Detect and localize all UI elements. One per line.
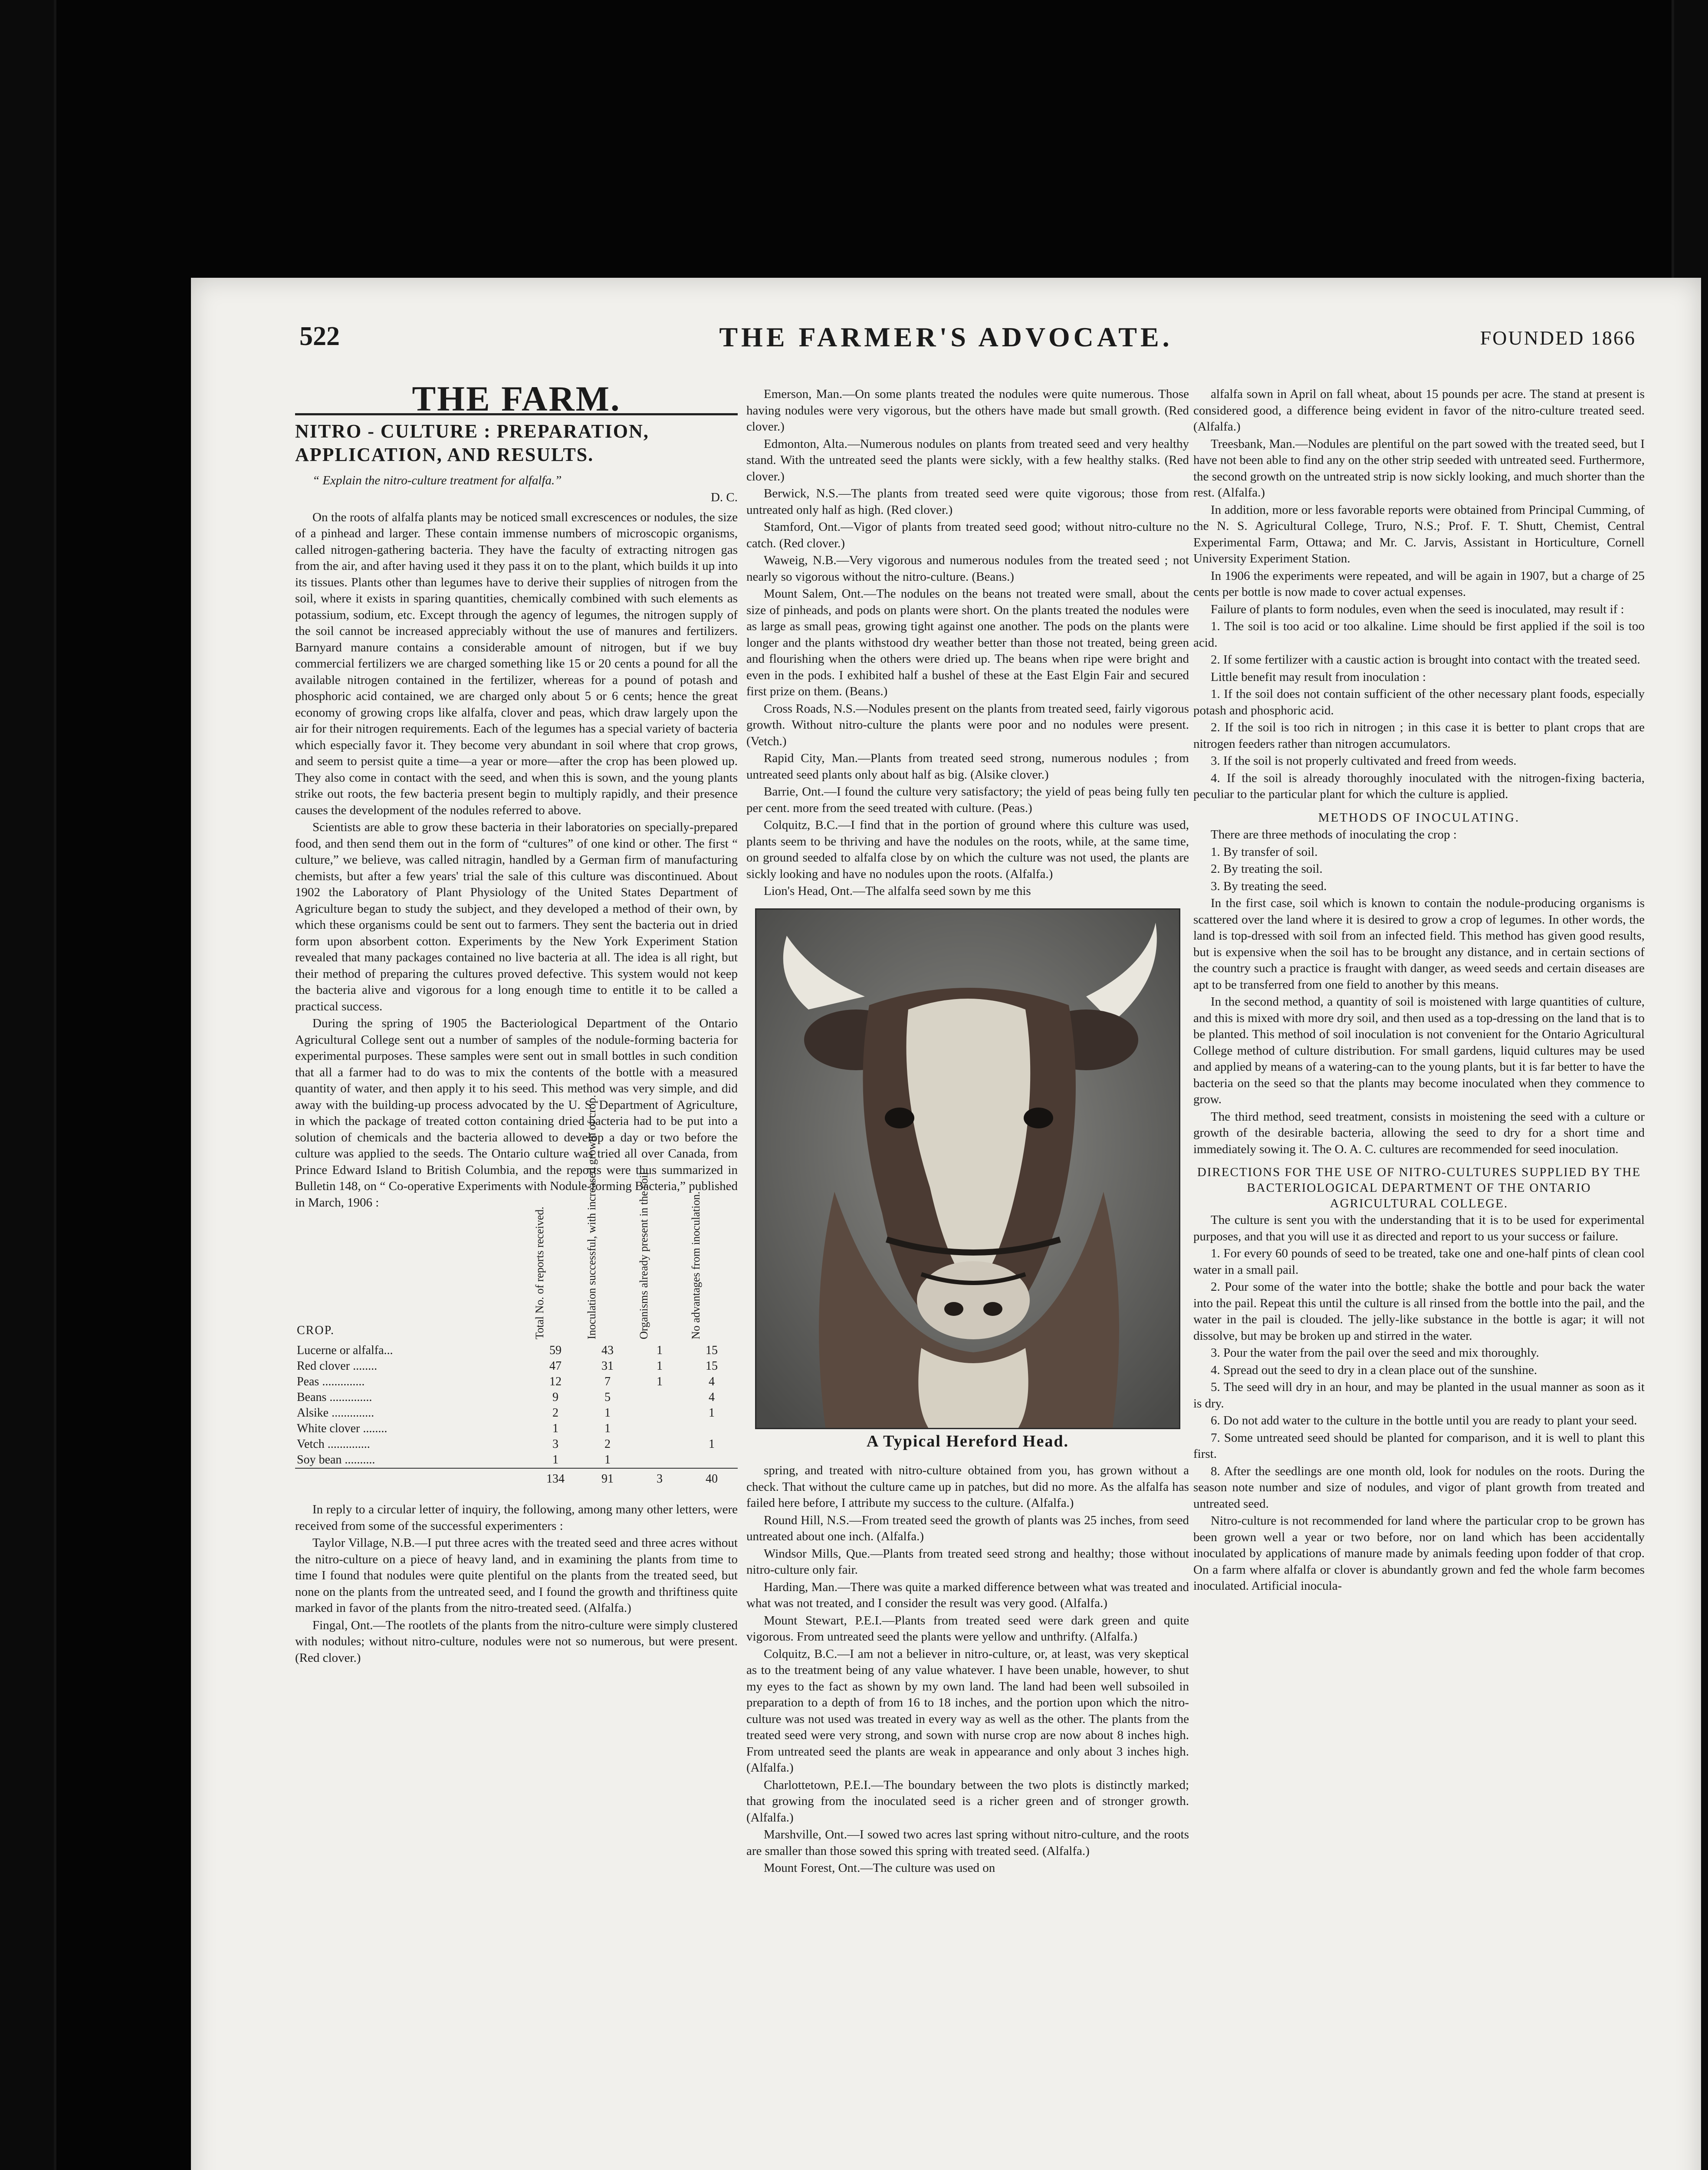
body-paragraph: 2. By treating the soil. — [1211, 862, 1323, 876]
table-row — [295, 1358, 738, 1374]
table-header: Inoculation successful, with increased growth of crop. — [585, 1095, 598, 1339]
body-paragraph: 2. Pour some of the water into the bottle; shake the bottle and pour back the water into the pail. Repeat this until the culture is all rinsed from the bottle into the pail, and the water in the pail is clouded. The jelly-like substance in the bottle is agar; it will not dissolve, but may be broken up and stirred in the water. — [1193, 1280, 1645, 1343]
crop-cell: Lucerne or alfalfa... — [297, 1344, 393, 1357]
body-paragraph: 2. If the soil is too rich in nitrogen ; in this case it is better to plant crops that are nitrogen feeders rather than nitrogen accumulators. — [1193, 720, 1645, 751]
crop-cell: Soy bean .......... — [297, 1453, 375, 1466]
value-cell: 1 — [657, 1359, 663, 1373]
founded-label: FOUNDED 1866 — [1480, 327, 1636, 349]
column-middle — [746, 386, 1189, 2170]
body-paragraph: There are three methods of inoculating the crop : — [1211, 828, 1457, 842]
body-paragraph: 1. For every 60 pounds of seed to be treated, take one and one-half pints of clean cool water in a small pail. — [1193, 1246, 1645, 1277]
section-head: THE FARM. — [412, 386, 621, 418]
table-header: Organisms already present in the soil. — [637, 1169, 650, 1339]
query-signature: D. C. — [710, 490, 738, 504]
body-paragraph: 1. If the soil does not contain sufficient of the other necessary plant foods, especially potash and phosphoric acid. — [1193, 687, 1645, 717]
table-row — [295, 1390, 738, 1405]
body-paragraph: In reply to a circular letter of inquiry, the following, among many other letters, were received from some of the successful experimenters : — [295, 1503, 738, 1533]
table-row — [295, 1343, 738, 1358]
body-paragraph: 1. The soil is too acid or too alkaline. Lime should be first applied if the soil is too acid. — [1193, 619, 1645, 650]
value-cell: 47 — [549, 1359, 562, 1373]
body-paragraph: 2. If some fertilizer with a caustic action is brought into contact with the treated seed. — [1211, 653, 1640, 667]
body-paragraph: alfalfa sown in April on fall wheat, about 15 pounds per acre. The stand at present is considered good, a difference being evident in favor of the nitro-culture treated seed. (Alfalfa.) — [1193, 387, 1645, 434]
letter-paragraph: Mount Salem, Ont.—The nodules on the beans not treated were small, about the size of pinheads, and pods on plants were short. On the plants treated the nodules were as large as small peas, growing tight against one another. The pods on the plants were longer and the plants withstood dry weather better than those not treated, being green and flourishing when the others were dried up. The beans when ripe were bright and even in the pods. I exhibited half a bushel of these at the East Elgin Fair and secured first prize on them. (Beans.) — [746, 587, 1189, 698]
letter-paragraph: Berwick, N.S.—The plants from treated seed were quite vigorous; those from untreated only half as high. (Red clover.) — [746, 487, 1189, 517]
letter-paragraph: Mount Stewart, P.E.I.—Plants from treated seed were dark green and quite vigorous. From untreated seed the plants were yellow and unthrifty. (Alfalfa.) — [746, 1613, 1189, 1644]
letter-paragraph: Barrie, Ont.—I found the culture very satisfactory; the yield of peas being fully ten per cent. more from the seed treated with culture. (Peas.) — [746, 785, 1189, 815]
photo-caption: A Typical Hereford Head. — [867, 1432, 1069, 1450]
value-cell — [634, 1421, 686, 1437]
newspaper-page — [191, 278, 1701, 2170]
letter-paragraph: Mount Forest, Ont.—The culture was used on — [764, 1861, 995, 1875]
body-paragraph: 3. If the soil is not properly cultivated and freed from weeds. — [1211, 754, 1517, 768]
letter-paragraph: spring, and treated with nitro-culture obtained from you, has grown without a check. That without the culture came up in patches, but did no more. As the alfalfa has failed here before, I attribute my success to the culture. (Alfalfa.) — [746, 1463, 1189, 1510]
value-cell: 7 — [604, 1375, 611, 1388]
value-cell: 1 — [604, 1406, 611, 1420]
body-paragraph: The third method, seed treatment, consists in moistening the seed with a culture or growth of the desirable bacteria, allowing the seed to dry for a short time and immediately sowing it. The O. A. C. cultures are recommended for seed inoculation. — [1193, 1109, 1645, 1156]
letter-paragraph: Lion's Head, Ont.—The alfalfa seed sown by me this — [764, 884, 1031, 898]
table-body — [295, 1343, 738, 1487]
letter-paragraph: Round Hill, N.S.—From treated seed the growth of plants was 25 inches, from seed untreated about one inch. (Alfalfa.) — [746, 1513, 1189, 1543]
letter-paragraph: Colquitz, B.C.—I find that in the portion of ground where this culture was used, plants seem to be thriving and have the nodules on the roots, while, at the same time, on ground seeded to alfalfa close by on which the culture was not used, the plants are sickly looking and have no nodules upon the roots. (Alfalfa.) — [746, 818, 1189, 881]
value-cell: 43 — [601, 1344, 614, 1357]
letter-paragraph: Edmonton, Alta.—Numerous nodules on plants from treated seed and very healthy stand. With the untreated seed the plants were sickly, with a few healthy stalks. (Red clover.) — [746, 437, 1189, 483]
film-border-left — [0, 0, 56, 2170]
body-paragraph: Fingal, Ont.—The rootlets of the plants from the nitro-culture were simply clustered with nodules; without nitro-culture, nodules were not so numerous, but were present. (Red clover.) — [295, 1618, 738, 1665]
value-cell: 1 — [552, 1453, 558, 1466]
crop-cell: Peas .............. — [297, 1375, 365, 1388]
letter-paragraph: Charlottetown, P.E.I.—The boundary between the two plots is distinctly marked; that growing from the inoculated seed is a richer green and of stronger growth. (Alfalfa.) — [746, 1778, 1189, 1825]
letter-paragraph: Emerson, Man.—On some plants treated the nodules were quite numerous. Those having nodules were very vigorous, but the others have made but small growth. (Red clover.) — [746, 387, 1189, 434]
masthead — [191, 321, 1701, 373]
body-paragraph: On the roots of alfalfa plants may be noticed small excrescences or nodules, the size of a pinhead and larger. These contain immense numbers of microscopic organisms, called nitrogen-gathering bacteria. They have the faculty of extracting nitrogen gas from the air, and after having used it they pass it on to the plant, which builds it up into its tissues. Plants other than legumes have to derive their supplies of nitrogen from the soil, where it exists in sparing quantities, chemically combined with such elements as potassium, sodium, etc. Except through the agency of legumes, the nitrogen supply of the soil cannot be increased appreciably without the use of manures and fertilizers. Barnyard manure contains a considerable amount of nitrogen, but if we buy commercial fertilizers we are charged something like 15 or 20 cents a pound for all the available nitrogen contained in the fertilizer, whereas for a pound of potash and phosphoric acid contained, we are charged only about 5 or 6 cents; hence the great economy of growing crops like alfalfa, clover and peas, which draw largely upon the air for their nitrogen requirements. Each of the legumes has a special variety of bacteria which especially favor it. They become very abundant in soil where that crop grows, and seem to persist quite a time—a year or more—after the crop has been plowed up. They also come in contact with the seed, and when this is sown, and the young plants strike out roots, the few bacteria present begin to multiply rapidly, and their presence causes the development of the nodules referred to above. — [295, 510, 738, 817]
directions-heading: DIRECTIONS FOR THE USE OF NITRO-CULTURES SUPPLIED BY THE BACTERIOLOGICAL DEPARTMENT OF THE ONTARIO AGRICULTURAL COLLEGE. — [1197, 1165, 1641, 1210]
total-cell: 40 — [686, 1468, 738, 1487]
table-row — [295, 1421, 738, 1437]
letter-paragraph: Harding, Man.—There was quite a marked difference between what was treated and what was not treated, and I consider the result was very good. (Alfalfa.) — [746, 1580, 1189, 1610]
hereford-photo — [755, 908, 1180, 1429]
value-cell: 3 — [552, 1437, 558, 1451]
value-cell: 1 — [709, 1406, 715, 1420]
body-paragraph: Failure of plants to form nodules, even when the seed is inoculated, may result if : — [1211, 602, 1624, 616]
value-cell: 12 — [549, 1375, 562, 1388]
value-cell — [634, 1405, 686, 1421]
value-cell: 4 — [709, 1375, 715, 1388]
letter-paragraph: Windsor Mills, Que.—Plants from treated seed strong and healthy; those without nitro-culture only fair. — [746, 1546, 1189, 1577]
letter-paragraph: Stamford, Ont.—Vigor of plants from treated seed good; without nitro-culture no catch. (Red clover.) — [746, 520, 1189, 550]
value-cell — [634, 1390, 686, 1405]
body-paragraph: In the first case, soil which is known to contain the nodule-producing organisms is scattered over the land where it is desired to grow a crop of legumes. In other words, the land is top-dressed with soil from an infected field. This method has given good results, but is expensive when the soil has to be brought any distance, and in certain sections of the country such a practice is fraught with danger, as weed seeds and certain diseases are apt to be transferred from one field to another by this means. — [1193, 896, 1645, 992]
total-cell: 91 — [581, 1468, 634, 1487]
crop-cell: Alsike .............. — [297, 1406, 374, 1420]
value-cell: 1 — [604, 1422, 611, 1435]
body-paragraph: 8. After the seedlings are one month old, look for nodules on the roots. During the season note number and size of nodules, and vigor of plant growth from treated and untreated seed. — [1193, 1464, 1645, 1511]
value-cell: 1 — [709, 1437, 715, 1451]
table-row — [295, 1374, 738, 1390]
body-paragraph: Scientists are able to grow these bacteria in their laboratories on specially-prepared food, and then send them out in the form of “cultures” of one kind or other. The first “ culture,” we believe, was called nitragin, handled by a German firm of manufacturing chemists, but after a few years' trial the sale of this culture was discontinued. About 1902 the Laboratory of Plant Physiology of the United States Department of Agriculture began to study the subject, and they developed a method of their own, by which these organisms could be sent out to farmers. They sent the bacteria out in dried form upon absorbent cotton. Experiments by the New York Experiment Station revealed that many packages contained no live bacteria at all. The idea is all right, but their method of preparing the cultures proved defective. This system would not keep the bacteria alive and vigorous for a long enough time to entitle it to be called a practical success. — [295, 820, 738, 1013]
value-cell: 15 — [706, 1344, 718, 1357]
value-cell: 9 — [552, 1391, 558, 1404]
body-paragraph: The culture is sent you with the understanding that it is to be used for experimental purposes, and that you will use it as directed and report to us your success or failure. — [1193, 1213, 1645, 1243]
body-paragraph: Taylor Village, N.B.—I put three acres with the treated seed and three acres without the nitro-culture on a piece of heavy land, and in examining the plants from time to time I found that nodules were quite plentiful on the plants from the treated seed, but none on the plants from the untreated seed, and I found the growth and thriftiness quite marked in favor of the plants from the nitro-treated seed. (Alfalfa.) — [295, 1536, 738, 1615]
hereford-head-image — [756, 910, 1180, 1429]
totals-label-cell — [295, 1468, 529, 1487]
value-cell: 15 — [706, 1359, 718, 1373]
letter-paragraph: Waweig, N.B.—Very vigorous and numerous nodules from the treated seed ; not nearly so vigorous without the nitro-culture. (Beans.) — [746, 553, 1189, 584]
page-number: 522 — [299, 322, 340, 351]
body-paragraph: Nitro-culture is not recommended for land where the particular crop to be grown has been grown well a year or two before, nor on land which has been accidentally inoculated by applications of manure made by animals feeding upon fodder of that crop. On a farm where alfalfa or clover is abundantly grown and fed the whole farm becomes inoculated. Artificial inocula- — [1193, 1514, 1645, 1593]
body-paragraph: In addition, more or less favorable reports were obtained from Principal Cumming, of the N. S. Agricultural College, Truro, N.S.; Prof. F. T. Shutt, Chemist, Central Experimental Farm, Ottawa; and Mr. C. Jarvis, Assistant in Horticulture, Cornell University Experiment Station. — [1193, 503, 1645, 566]
crop-cell: Red clover ........ — [297, 1359, 378, 1373]
table-row — [295, 1452, 738, 1468]
value-cell — [686, 1452, 738, 1468]
total-cell: 134 — [529, 1468, 581, 1487]
crop-cell: White clover ........ — [297, 1422, 388, 1435]
body-paragraph: 4. Spread out the seed to dry in a clean place out of the sunshine. — [1211, 1363, 1537, 1377]
value-cell: 1 — [552, 1422, 558, 1435]
value-cell — [634, 1452, 686, 1468]
body-paragraph: 1. By transfer of soil. — [1211, 845, 1318, 859]
value-cell — [634, 1437, 686, 1452]
table-row — [295, 1405, 738, 1421]
paper-title: THE FARMER'S ADVOCATE. — [719, 322, 1173, 352]
letter-paragraph: Cross Roads, N.S.—Nodules present on the plants from treated seed, fairly vigorous growth. Without nitro-culture the plants were poor and no nodules were present. (Vetch.) — [746, 701, 1189, 748]
body-paragraph: 6. Do not add water to the culture in the bottle until you are ready to plant your seed. — [1211, 1414, 1637, 1427]
column-right — [1193, 386, 1645, 2170]
reader-query: “ Explain the nitro-culture treatment for alfalfa.” — [312, 473, 562, 487]
value-cell: 4 — [709, 1391, 715, 1404]
methods-heading: METHODS OF INOCULATING. — [1318, 810, 1520, 825]
value-cell: 59 — [549, 1344, 562, 1357]
body-paragraph: In the second method, a quantity of soil is moistened with large quantities of culture, and this is mixed with more dry soil, and then used as a top-dressing on the land that is to be planted. This method of soil inoculation is not convenient for the Ontario Agricultural College method of culture distribution. For small gardens, liquid cultures may be used and applied by means of a watering-can to the young plants, but it is far better to have the bacteria on the seed so that the plants may become inoculated when they commence to grow. — [1193, 995, 1645, 1106]
table-header: No advantages from inoculation. — [690, 1191, 702, 1339]
value-cell: 1 — [657, 1344, 663, 1357]
table-header: Total No. of reports received. — [533, 1207, 546, 1339]
totals-row — [295, 1468, 738, 1487]
letter-paragraph: Colquitz, B.C.—I am not a believer in nitro-culture, or, at least, was very skeptical as to the treatment being of any value whatever. I have been unable, however, to shut my eyes to the fact as shown by my own land. The land had been well subsoiled in preparation to a depth of from 16 to 18 inches, and the portion upon which the nitro-culture was not used was treated in every way as well as the other. The plants from the treated seed were very strong, and sown with nurse crop are now about 8 inches high. From untreated seed the plants are weak in appearance and only about 3 inches high. (Alfalfa.) — [746, 1647, 1189, 1775]
total-cell: 3 — [634, 1468, 686, 1487]
value-cell: 5 — [604, 1391, 611, 1404]
body-paragraph: In 1906 the experiments were repeated, and will be again in 1907, but a charge of 25 cents per bottle is now made to cover actual expenses. — [1193, 569, 1645, 599]
body-paragraph: Little benefit may result from inoculation : — [1211, 670, 1426, 684]
body-paragraph: 5. The seed will dry in an hour, and may be planted in the usual manner as soon as it is dry. — [1193, 1380, 1645, 1410]
column-left — [295, 386, 738, 2170]
body-paragraph: 3. Pour the water from the pail over the seed and mix thoroughly. — [1211, 1346, 1539, 1360]
body-paragraph: During the spring of 1905 the Bacteriological Department of the Ontario Agricultural College sent out a number of samples of the nodule-forming bacteria for experimental purposes. These samples were sent out in small bottles in such condition that all a farmer had to do was to mix the contents of the bottle with a measured quantity of water, and then apply it to his seed. This method was very simple, and did away with the building-up process advocated by the U. S. Department of Agriculture, in which the package of treated cotton containing dried bacteria had to be put into a solution of chemicals and the bacteria allowed to develop a day or two before the culture was applied to the seeds. The Ontario culture was tried all over Canada, from Prince Edward Island to British Columbia, and the reports were thus summarized in Bulletin 148, on “ Co-operative Experiments with Nodule-forming Bacteria,” published in March, 1906 : — [295, 1016, 738, 1210]
body-paragraph: 3. By treating the seed. — [1211, 879, 1327, 893]
table-header-row — [295, 1221, 738, 1343]
letter-paragraph: Rapid City, Man.—Plants from treated seed strong, numerous nodules ; from untreated seed plants only about half as big. (Alsike clover.) — [746, 751, 1189, 782]
body-paragraph: 4. If the soil is already thoroughly inoculated with the nitrogen-fixing bacteria, peculiar to the particular plant for which the culture is applied. — [1193, 771, 1645, 801]
value-cell — [686, 1421, 738, 1437]
body-paragraph: 7. Some untreated seed should be planted for comparison, and it is well to plant this first. — [1193, 1430, 1645, 1461]
crop-cell: Beans .............. — [297, 1391, 372, 1404]
value-cell: 1 — [604, 1453, 611, 1466]
body-paragraph: Treesbank, Man.—Nodules are plentiful on the part sowed with the treated seed, but I have not been able to find any on the other strip seeded with untreated seed. Furthermore, the second growth on the untreated strip is now sickly looking, and much shorter than the rest. (Alfalfa.) — [1193, 437, 1645, 500]
article-title: NITRO - CULTURE : PREPARATION, APPLICATION, AND RESULTS. — [295, 413, 738, 467]
table-header-crop: CROP. — [297, 1324, 335, 1337]
value-cell: 1 — [657, 1375, 663, 1388]
letter-paragraph: Marshville, Ont.—I sowed two acres last spring without nitro-culture, and the roots are smaller than those sowed this spring with treated seed. (Alfalfa.) — [746, 1828, 1189, 1858]
value-cell: 2 — [604, 1437, 611, 1451]
table-row — [295, 1437, 738, 1452]
crop-cell: Vetch .............. — [297, 1437, 370, 1451]
value-cell: 2 — [552, 1406, 558, 1420]
value-cell: 31 — [601, 1359, 614, 1373]
